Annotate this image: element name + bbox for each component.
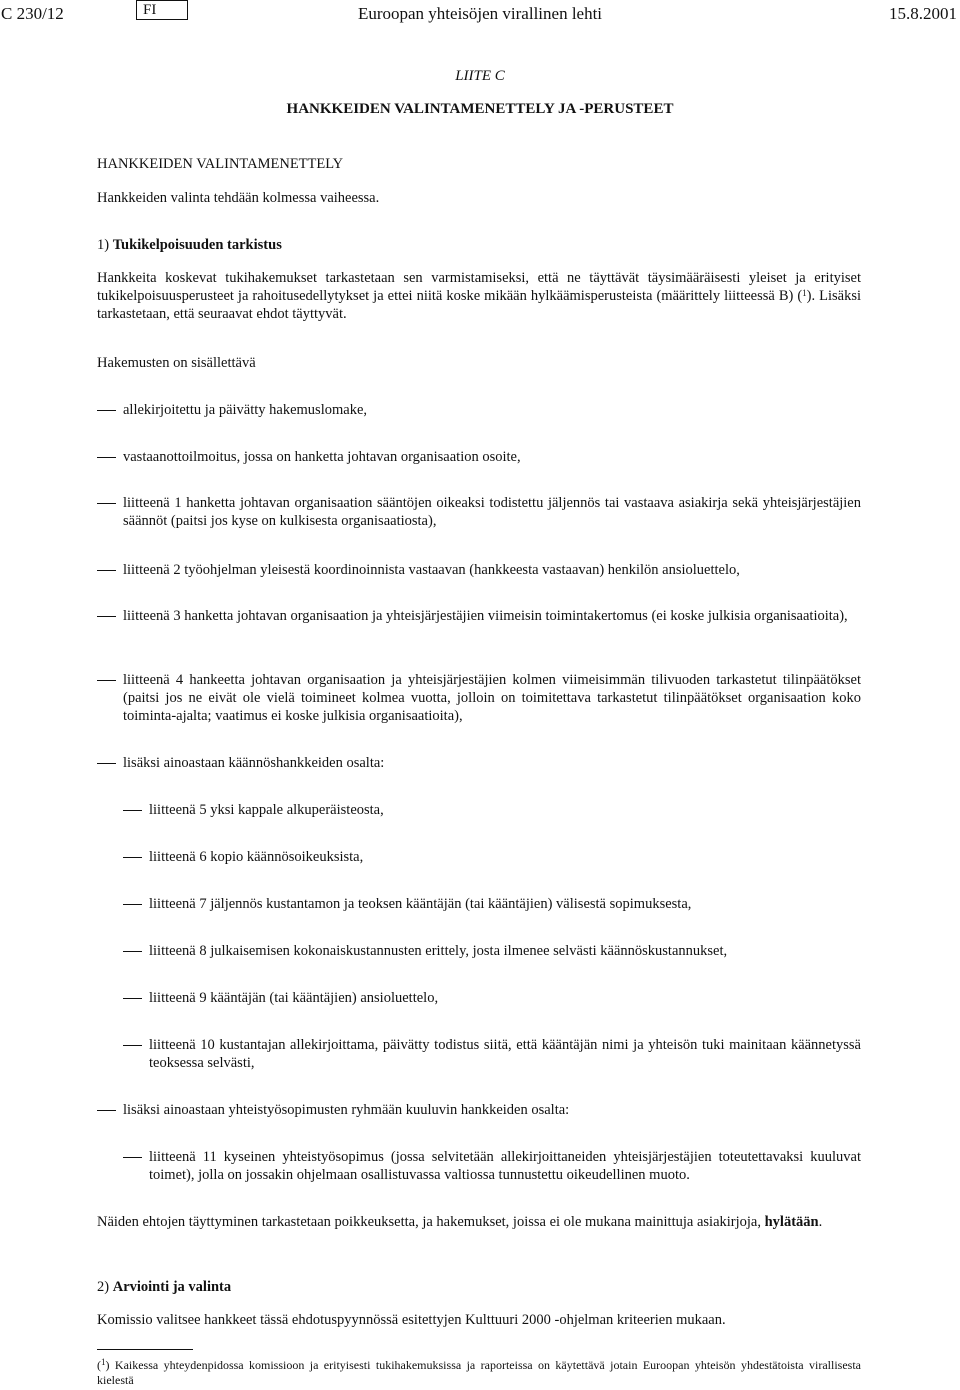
page-title: HANKKEIDEN VALINTAMENETTELY JA -PERUSTEET bbox=[286, 101, 674, 117]
footnote: ($^1$) Kaikessa yhteydenpidossa komissioon ja erityisesti tukihakemuksissa ja raporteissa on käytettävä jotain Euroopan yhteisön yhdestätoista virallisesta kielestä bbox=[97, 1357, 861, 1387]
dash-bullet bbox=[123, 951, 142, 952]
evaluation-paragraph: Komissio valitsee hankkeet tässä ehdotuspyynnössä esitettyjen Kulttuuri 2000 -ohjelman kriteerien mukaan. bbox=[97, 1312, 726, 1328]
closing-paragraph: Näiden ehtojen täyttyminen tarkastetaan poikkeuksetta, ja hakemukset, joissa ei ole mukana mainittuja asiakirjoja, hylätään. bbox=[97, 1214, 823, 1230]
dash-bullet bbox=[97, 503, 116, 504]
list-item: liitteenä 3 hanketta johtavan organisaation ja yhteisjärjestäjien viimeisin toimintakertomus (ei koske julkisia organisaatioita), bbox=[123, 607, 861, 625]
dash-bullet bbox=[97, 410, 116, 411]
list-item: lisäksi ainoastaan yhteistyösopimusten ryhmään kuuluvin hankkeiden osalta: bbox=[123, 1101, 861, 1119]
page-number: C 230/12 bbox=[1, 4, 64, 23]
list-item: liitteenä 4 hankeetta johtavan organisaation ja yhteisjärjestäjien kolmen viimeisimmän tilivuoden tarkastetut tilinpäätökset (paitsi jos ne eivät ole vielä toimineet kolmea vuotta, jolloin on toimitettava tarkastetut tilinpäätökset organisaation koko toiminta-ajalta; vaatimus ei koske julkisia organisaatioita), bbox=[123, 671, 861, 725]
list-item: liitteenä 1 hanketta johtavan organisaation sääntöjen oikeaksi todistettu jäljennös tai vastaava asiakirja sekä yhteisjärjestäjien säännöt (paitsi jos kyse on kulkisesta organisaatiosta), bbox=[123, 494, 861, 530]
dash-bullet bbox=[97, 457, 116, 458]
sub-list-item: liitteenä 8 julkaisemisen kokonaiskustannusten erittely, josta ilmenee selvästi käännöskustannukset, bbox=[149, 942, 861, 960]
dash-bullet bbox=[123, 1157, 142, 1158]
dash-bullet bbox=[123, 857, 142, 858]
footnote-divider bbox=[97, 1349, 193, 1350]
list-item: allekirjoitettu ja päivätty hakemuslomake, bbox=[123, 401, 861, 419]
subsection-1-heading bbox=[97, 236, 282, 254]
dash-bullet bbox=[123, 904, 142, 905]
subsection-1-title: Tukikelpoisuuden tarkistus bbox=[112, 237, 282, 253]
dash-bullet bbox=[97, 763, 116, 764]
dash-bullet bbox=[123, 810, 142, 811]
dash-bullet bbox=[97, 1110, 116, 1111]
sub-list-item: liitteenä 6 kopio käännösoikeuksista, bbox=[149, 848, 861, 866]
dash-bullet bbox=[97, 570, 116, 571]
subsection-2-heading bbox=[97, 1278, 231, 1296]
sub-list-item: liitteenä 11 kyseinen yhteistyösopimus (jossa selvitetään allekirjoittaneiden yhteisjärjestäjien toteutettavaksi kuuluvat toimet), jolla on jossakin ohjelmaan osallistuvassa valtiossa tunnustettu oikeudellinen muoto. bbox=[149, 1148, 861, 1184]
list-item: lisäksi ainoastaan käännöshankkeiden osalta: bbox=[123, 754, 861, 772]
dash-bullet bbox=[97, 680, 116, 681]
dash-bullet bbox=[97, 616, 116, 617]
sub-list-item: liitteenä 10 kustantajan allekirjoittama, päivätty todistus siitä, että kääntäjän nimi ja yhteisön tuki mainitaan käännetyssä teoksessa selvästi, bbox=[149, 1036, 861, 1072]
publication-date: 15.8.2001 bbox=[889, 4, 957, 23]
subsection-2-title: Arviointi ja valinta bbox=[112, 1279, 232, 1295]
section-heading: HANKKEIDEN VALINTAMENETTELY bbox=[97, 156, 344, 172]
dash-bullet bbox=[123, 1045, 142, 1046]
annex-label: LIITE C bbox=[455, 68, 505, 84]
subsection-1-number: 1) bbox=[97, 237, 110, 253]
list-item: vastaanottoilmoitus, jossa on hanketta johtavan organisaation osoite, bbox=[123, 448, 861, 466]
requirements-lead: Hakemusten on sisällettävä bbox=[97, 355, 256, 371]
list-item: liitteenä 2 työohjelman yleisestä koordinoinnista vastaavan (hankkeesta vastaavan) henkilön ansioluettelo, bbox=[123, 561, 861, 579]
dash-bullet bbox=[123, 998, 142, 999]
language-code-box: FI bbox=[136, 0, 188, 20]
sub-list-item: liitteenä 5 yksi kappale alkuperäisteosta, bbox=[149, 801, 861, 819]
intro-paragraph: Hankkeiden valinta tehdään kolmessa vaiheessa. bbox=[97, 190, 380, 206]
subsection-2-number: 2) bbox=[97, 1279, 110, 1295]
journal-title: Euroopan yhteisöjen virallinen lehti bbox=[357, 4, 603, 23]
eligibility-paragraph: Hankkeita koskevat tukihakemukset tarkastetaan sen varmistamiseksi, että ne täyttävät täysimääräisesti yleiset ja erityiset tukikelpoisuusperusteet ja rahoitusedellytykset ja ettei niitä koske mikään hylkäämisperusteista (määrittely liitteessä B) ($^1$). Lisäksi tarkastetaan, että seuraavat ehdot täyttyvät. bbox=[97, 270, 861, 322]
footnote-mark: 1 bbox=[101, 1357, 106, 1367]
footnote-reference[interactable]: 1 bbox=[802, 288, 807, 298]
sub-list-item: liitteenä 7 jäljennös kustantamon ja teoksen kääntäjän (tai kääntäjien) välisestä sopimuksesta, bbox=[149, 895, 861, 913]
sub-list-item: liitteenä 9 kääntäjän (tai kääntäjien) ansioluettelo, bbox=[149, 989, 861, 1007]
